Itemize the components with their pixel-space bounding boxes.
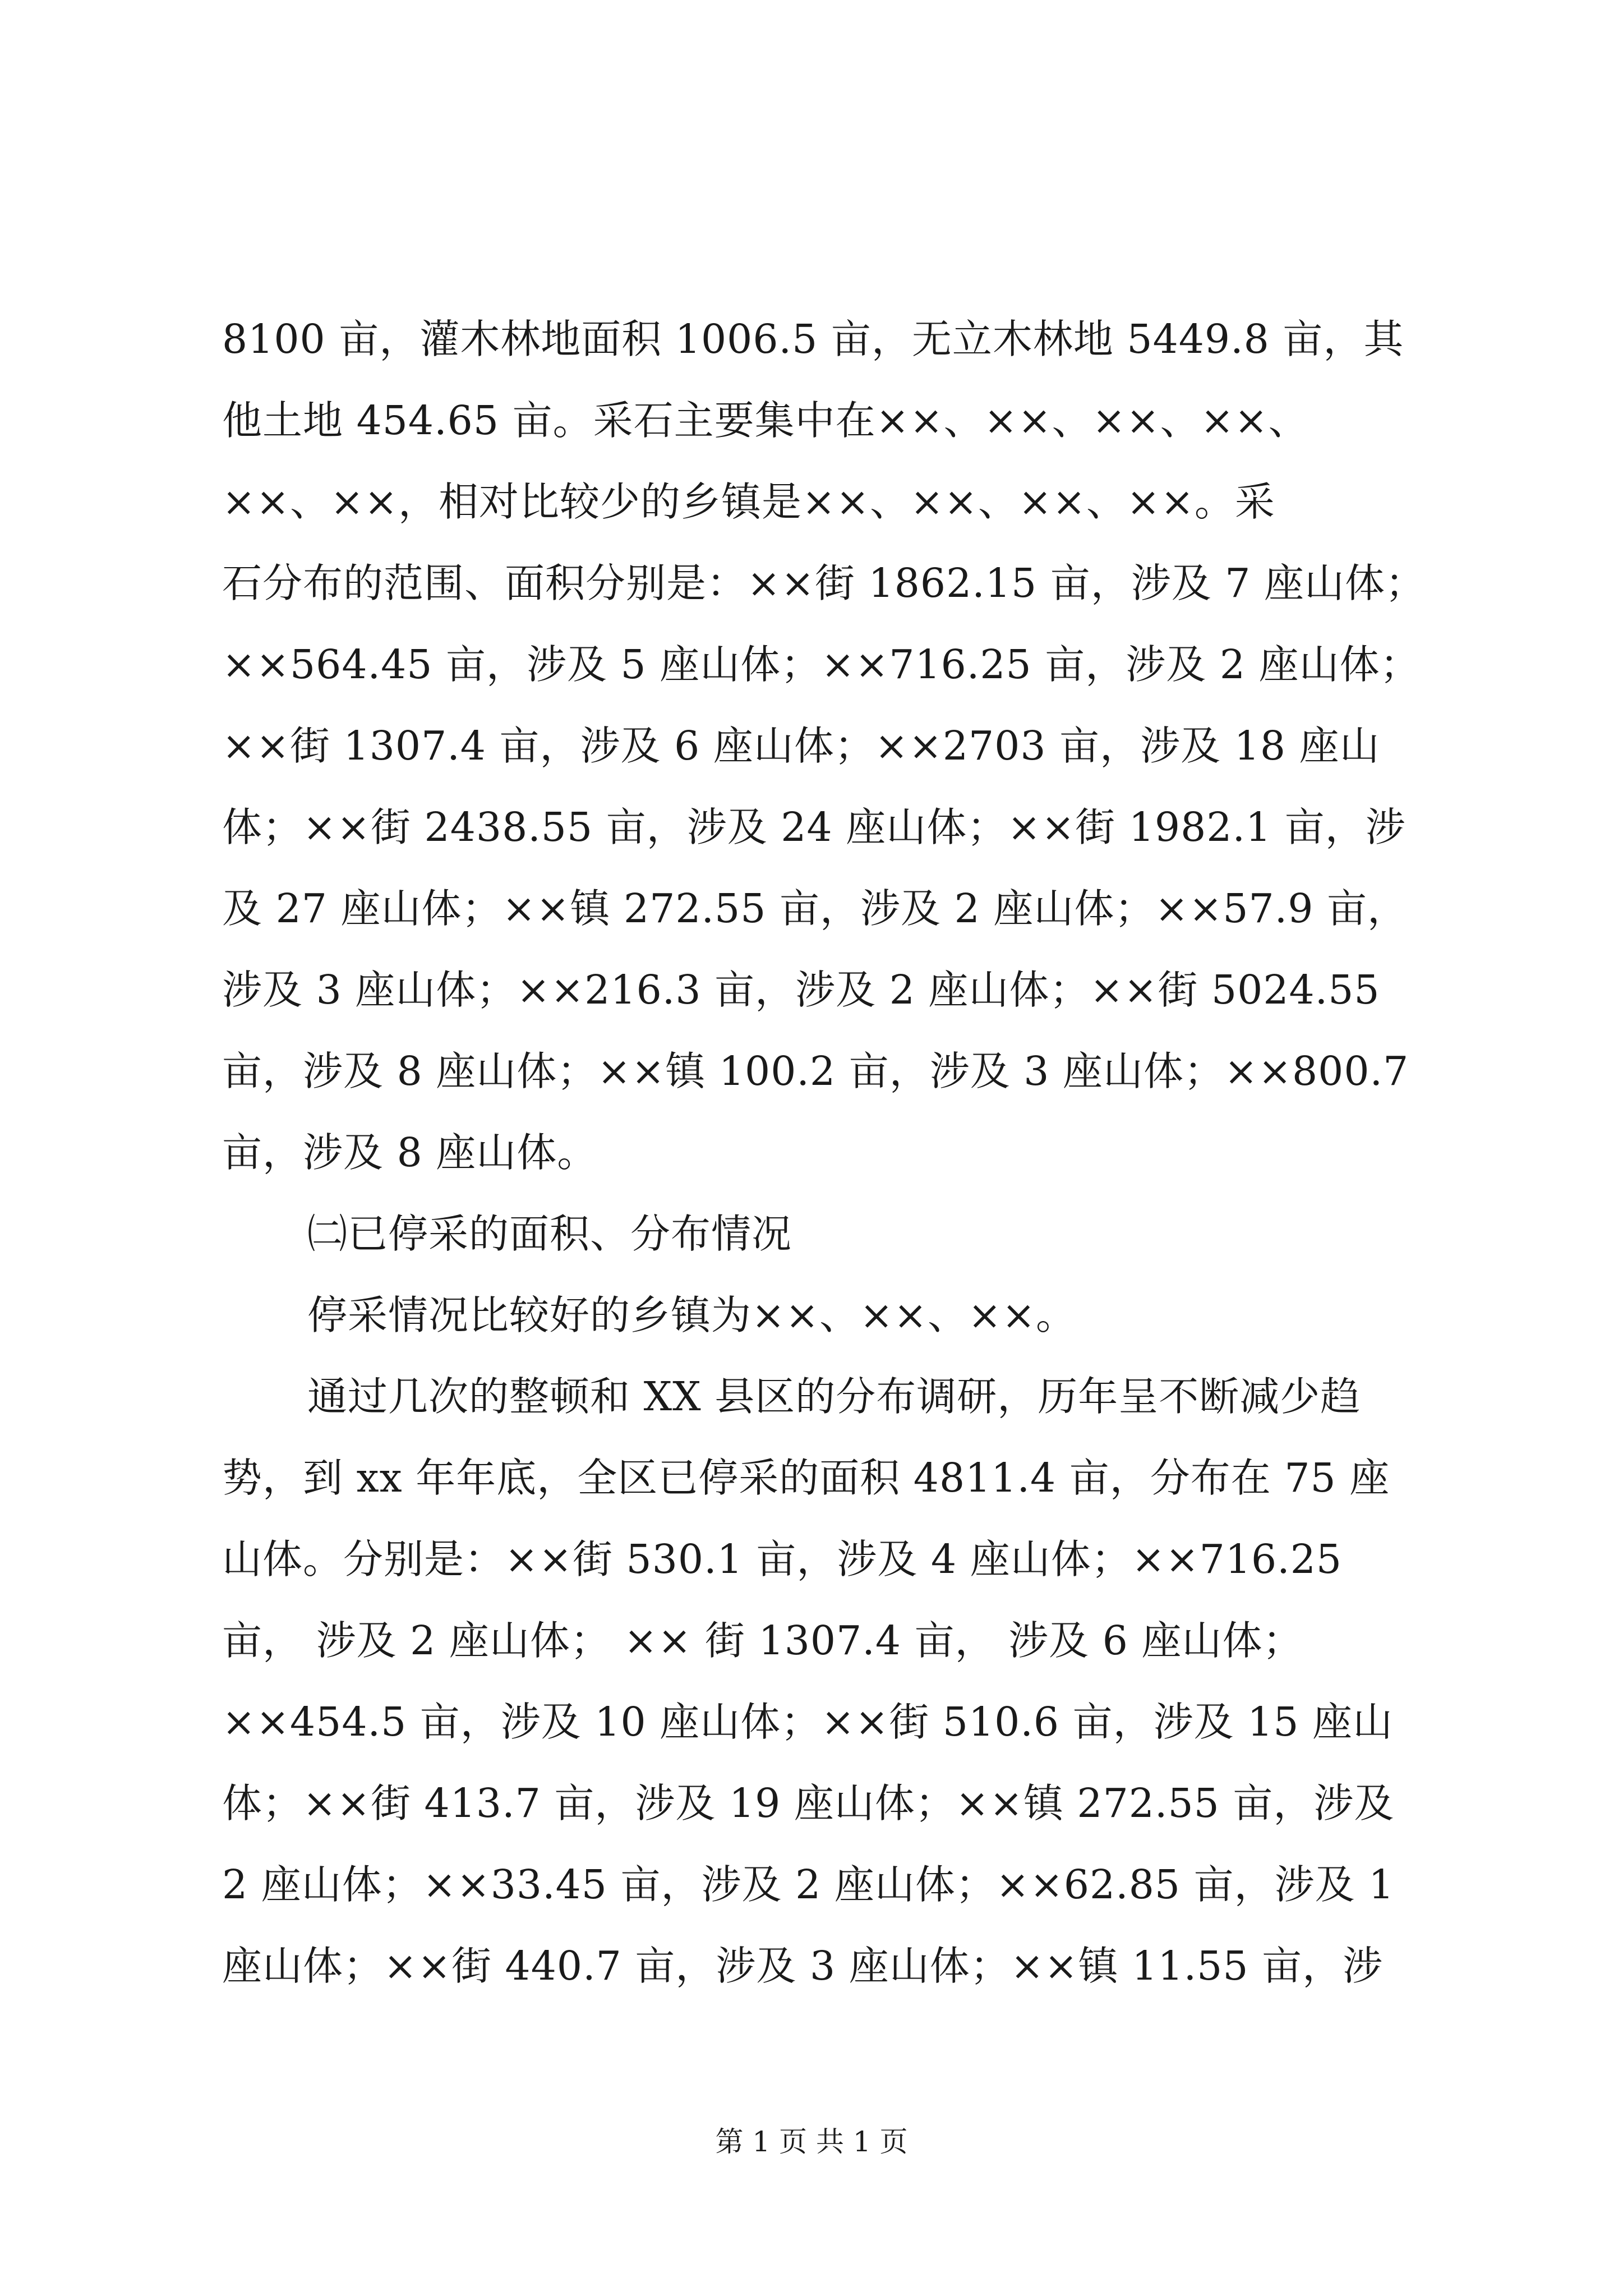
body-line: 及 27 座山体；××镇 272.55 亩，涉及 2 座山体；××57.9 亩， <box>222 885 1408 932</box>
body-line: 8100 亩，灌木林地面积 1006.5 亩，无立木林地 5449.8 亩，其 <box>222 316 1404 362</box>
body-line: 座山体；××街 440.7 亩，涉及 3 座山体；××镇 11.55 亩，涉 <box>222 1943 1384 1989</box>
body-line: 亩， 涉及 2 座山体； ×× 街 1307.4 亩， 涉及 6 座山体； <box>222 1617 1303 1664</box>
body-line: 他土地 454.65 亩。采石主要集中在××、××、××、××、 <box>222 397 1309 444</box>
paragraph-first-line: 停采情况比较好的乡镇为××、××、××。 <box>307 1292 1076 1338</box>
body-line: 亩，涉及 8 座山体；××镇 100.2 亩，涉及 3 座山体；××800.7 <box>222 1048 1409 1094</box>
body-line: ××564.45 亩，涉及 5 座山体；××716.25 亩，涉及 2 座山体； <box>222 641 1421 688</box>
paragraph-first-line: 通过几次的整顿和 XX 县区的分布调研，历年呈不断减少趋 <box>307 1373 1361 1420</box>
page-number-footer: 第 1 页 共 1 页 <box>715 2125 908 2158</box>
body-line: 山体。分别是：××街 530.1 亩，涉及 4 座山体；××716.25 <box>222 1536 1343 1582</box>
body-line: 2 座山体；××33.45 亩，涉及 2 座山体；××62.85 亩，涉及 1 <box>222 1861 1395 1908</box>
body-line: 体；××街 2438.55 亩，涉及 24 座山体；××街 1982.1 亩，涉 <box>222 804 1406 850</box>
body-line: 石分布的范围、面积分别是：××街 1862.15 亩，涉及 7 座山体； <box>222 560 1426 606</box>
body-line: 体；××街 413.7 亩，涉及 19 座山体；××镇 272.55 亩，涉及 <box>222 1780 1395 1826</box>
body-line: 亩，涉及 8 座山体。 <box>222 1129 598 1176</box>
body-line: ××、××，相对比较少的乡镇是××、××、××、××。采 <box>222 478 1275 525</box>
body-line: ××街 1307.4 亩，涉及 6 座山体；××2703 亩，涉及 18 座山 <box>222 723 1380 769</box>
body-line: 涉及 3 座山体；××216.3 亩，涉及 2 座山体；××街 5024.55 <box>222 967 1380 1013</box>
body-line: 势，到 xx 年年底，全区已停采的面积 4811.4 亩，分布在 75 座 <box>222 1455 1390 1501</box>
section-heading: ㈡已停采的面积、分布情况 <box>307 1211 792 1257</box>
body-line: ××454.5 亩，涉及 10 座山体；××街 510.6 亩，涉及 15 座山 <box>222 1699 1394 1745</box>
